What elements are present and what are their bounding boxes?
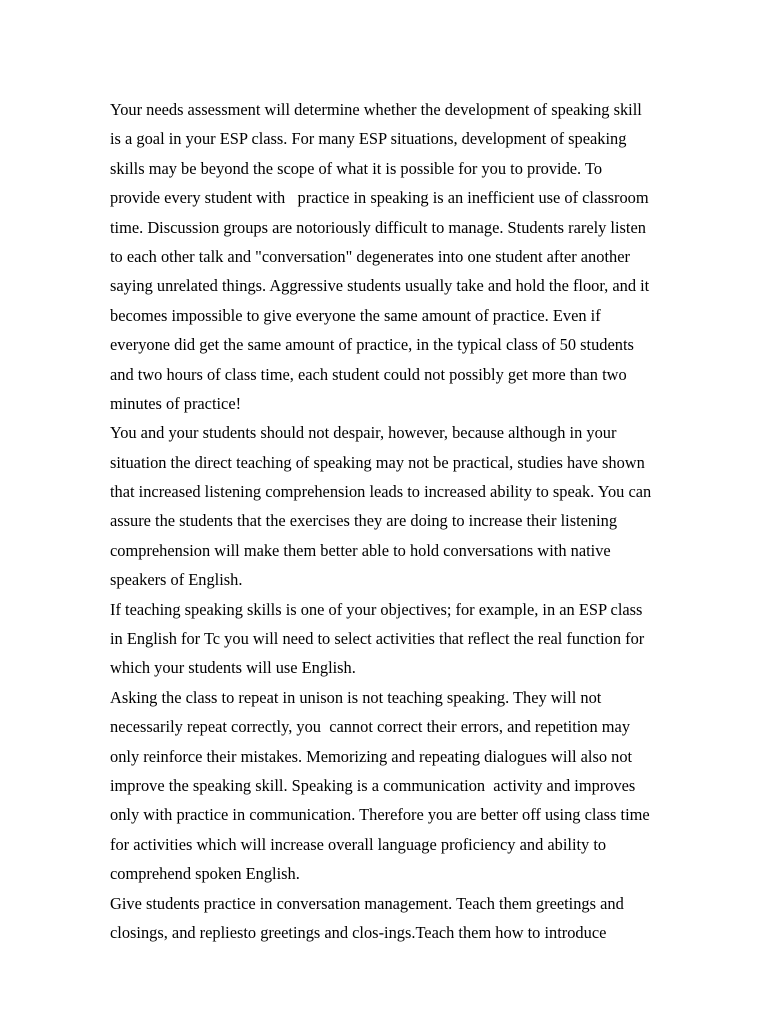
text-line: that increased listening comprehension leads to increased ability to speak. You can (110, 482, 652, 502)
text-line: everyone did get the same amount of practice, in the typical class of 50 students (110, 335, 634, 355)
text-line: speakers of English. (110, 570, 243, 590)
text-line: minutes of practice! (110, 393, 242, 413)
text-line: assure the students that the exercises they are doing to increase their listening (110, 511, 618, 531)
text-line: which your students will use English. (110, 658, 356, 678)
text-line: in English for Tc you will need to select activities that reflect the real function for (110, 629, 645, 649)
text-line: Give students practice in conversation management. Teach them greetings and (110, 893, 624, 913)
text-line: only with practice in communication. Therefore you are better off using class time (110, 805, 650, 825)
text-line: If teaching speaking skills is one of your objectives; for example, in an ESP class (110, 599, 643, 619)
text-line: provide every student with practice in speaking is an inefficient use of classroom (110, 188, 649, 208)
text-line: You and your students should not despair, however, because although in your (110, 423, 617, 443)
text-line: situation the direct teaching of speaking may not be practical, studies have shown (110, 452, 645, 472)
text-line: becomes impossible to give everyone the same amount of practice. Even if (110, 305, 601, 325)
text-line: saying unrelated things. Aggressive students usually take and hold the floor, and it (110, 276, 650, 296)
text-line: comprehend spoken English. (110, 864, 300, 884)
text-line: only reinforce their mistakes. Memorizing and repeating dialogues will also not (110, 746, 633, 766)
body-text (110, 95, 720, 947)
text-line: necessarily repeat correctly, you cannot correct their errors, and repetition may (110, 717, 631, 737)
text-line: closings, and repliesto greetings and clos-ings.Teach them how to introduce (110, 922, 607, 942)
text-line: for activities which will increase overall language proficiency and ability to (110, 834, 607, 854)
text-line: Your needs assessment will determine whether the development of speaking skill (110, 100, 642, 119)
text-line: to each other talk and "conversation" degenerates into one student after another (110, 246, 630, 266)
text-line: comprehension will make them better able to hold conversations with native (110, 540, 611, 560)
text-line: Asking the class to repeat in unison is not teaching speaking. They will not (110, 687, 602, 707)
text-line: is a goal in your ESP class. For many ESP situations, development of speaking (110, 129, 627, 149)
text-line: and two hours of class time, each student could not possibly get more than two (110, 364, 627, 384)
text-line: time. Discussion groups are notoriously difficult to manage. Students rarely listen (110, 217, 646, 237)
text-line: improve the speaking skill. Speaking is a communication activity and improves (110, 775, 636, 795)
text-line: skills may be beyond the scope of what it is possible for you to provide. To (110, 158, 603, 178)
